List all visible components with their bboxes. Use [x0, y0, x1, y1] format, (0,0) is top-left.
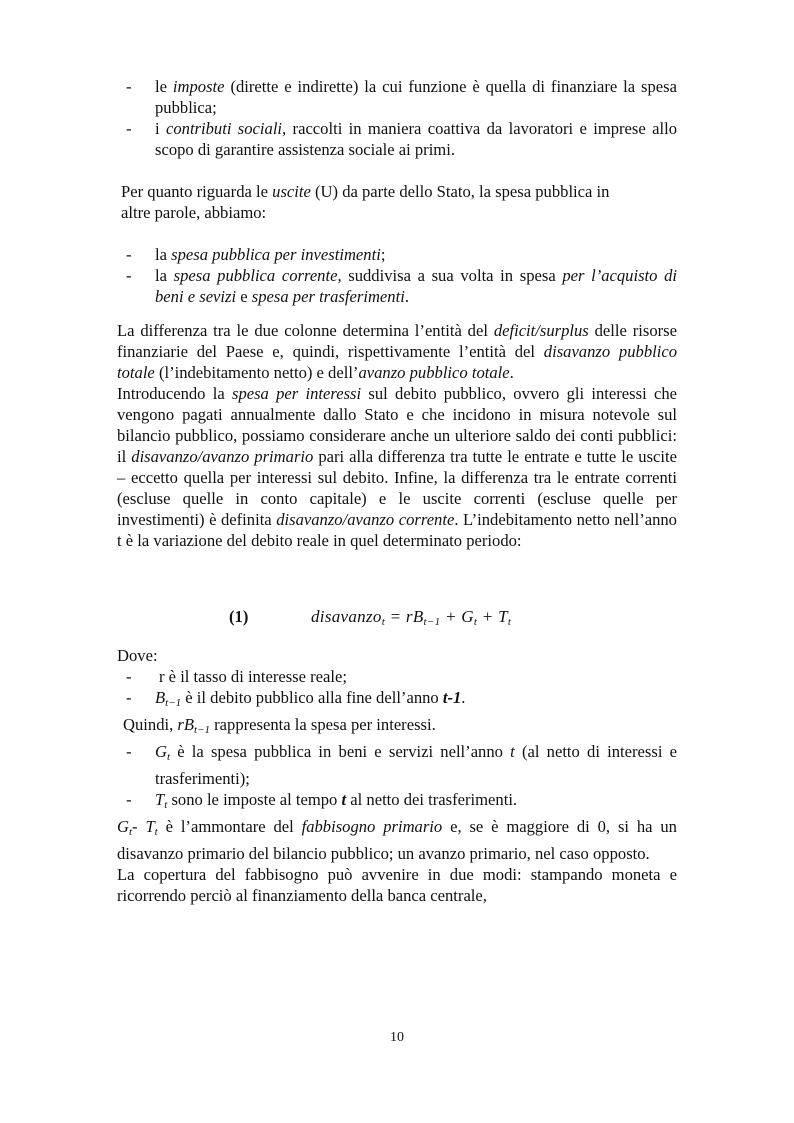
list-item: - $B_{t-1}$ è il debito pubblico alla fine dell’anno t-1. [117, 687, 677, 714]
list-item: - i contributi sociali, raccolti in maniera coattiva da lavoratori e imprese allo scopo di garantire assistenza sociale ai primi. [117, 118, 677, 160]
formula-number: (1) [229, 607, 249, 626]
list-item: - $G_t$ è la spesa pubblica in beni e servizi nell’anno t (al netto di interessi e trasferimenti); [117, 741, 677, 789]
formula-disavanzo [117, 602, 677, 632]
list-item: - r è il tasso di interesse reale; [117, 666, 677, 687]
page-body [117, 76, 677, 906]
paragraph-fabbisogno: $G_t-$ $T_t$ è l’ammontare del fabbisogno primario e, se è maggiore di 0, si ha un disavanzo primario del bilancio pubblico; un avanzo primario, nel caso opposto. [117, 817, 677, 863]
uscite-list [117, 244, 677, 307]
paragraph-quindi: Quindi, $rB_{t-1}$ rappresenta la spesa per interessi. [123, 715, 436, 736]
variabili-list [117, 666, 677, 714]
formula-expression: disavanzo$_t$ = $rB_{t-1} + G_t + T_t$ [311, 607, 512, 628]
list-item: - la spesa pubblica corrente, suddivisa a sua volta in spesa per l’acquisto di beni e sevizi e spesa per trasferimenti. [117, 265, 677, 307]
list-item: - le imposte (dirette e indirette) la cui funzione è quella di finanziare la spesa pubblica; [117, 76, 677, 118]
list-item: - $T_t$ sono le imposte al tempo t al netto dei trasferimenti. [117, 789, 677, 816]
paragraph-uscite: Per quanto riguarda le uscite (U) da parte dello Stato, la spesa pubblica in altre parole, abbiamo: [121, 182, 610, 222]
paragraph-differenza: La differenza tra le due colonne determina l’entità del deficit/surplus delle risorse finanziarie del Paese e, quindi, rispettivamente l’entità del disavanzo pubblico totale (l’indebitamento netto) e dell’avanzo pubblico totale. [117, 321, 677, 382]
page-number: 10 [390, 1030, 404, 1045]
entrate-list [117, 76, 677, 160]
dove-label: Dove: [117, 646, 158, 665]
variabili-list-2 [117, 741, 677, 816]
paragraph-copertura: La copertura del fabbisogno può avvenire in due modi: stampando moneta e ricorrendo perciò al finanziamento della banca centrale, [117, 865, 677, 905]
list-item: - la spesa pubblica per investimenti; [117, 244, 677, 265]
paragraph-interessi: Introducendo la spesa per interessi sul debito pubblico, ovvero gli interessi che vengono pagati annualmente dallo Stato e che incidono in misura notevole sul bilancio pubblico, possiamo considerare anche un ulteriore saldo dei conti pubblici: il disavanzo/avanzo primario pari alla differenza tra tutte le entrate e tutte le uscite – eccetto quella per interessi sul debito. Infine, la differenza tra le entrate correnti (escluse quelle in conto capitale) e le uscite correnti (escluse quelle per investimenti) è definita disavanzo/avanzo corrente. L’indebitamento netto nell’anno t è la variazione del debito reale in quel determinato periodo: [117, 384, 678, 550]
